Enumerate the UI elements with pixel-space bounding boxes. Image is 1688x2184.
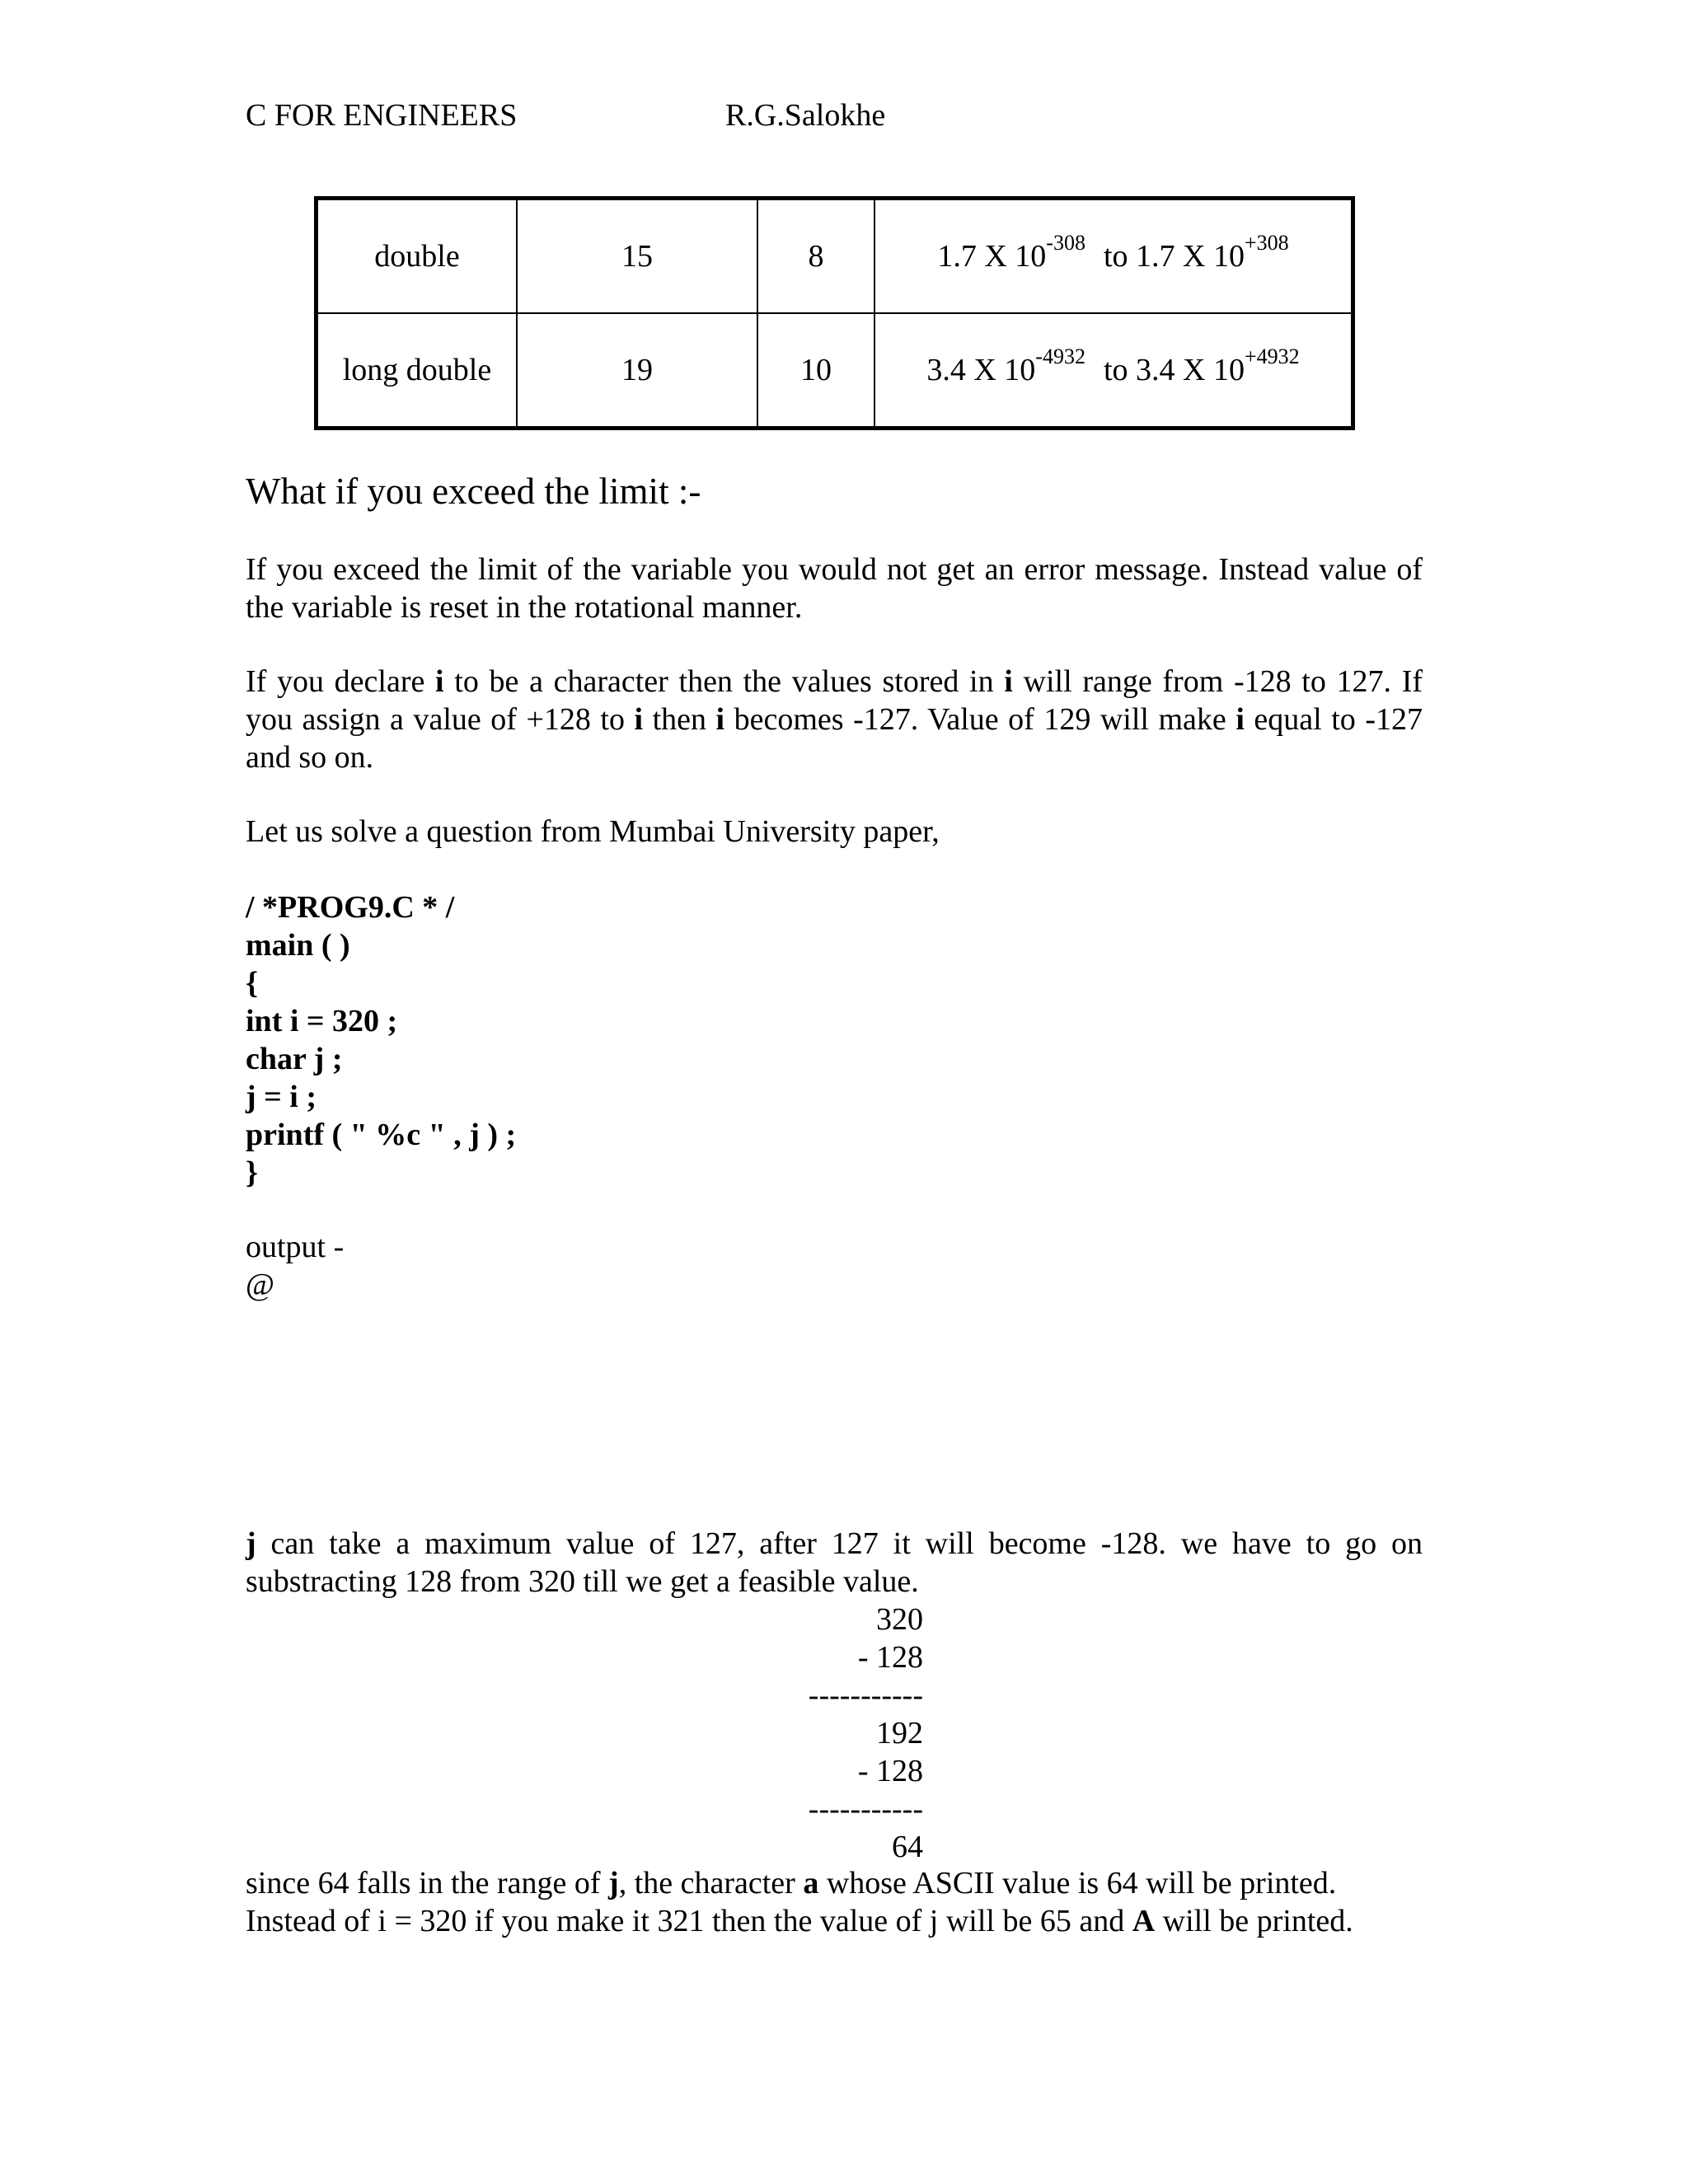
text-run: becomes -127. Value of 129 will make [724,702,1236,737]
text-run: whose ASCII value is 64 will be printed. [818,1866,1337,1900]
text-run: will range from -128 to 127. If you assign a value of +128 to [246,664,1423,737]
bold-var: i [1004,664,1013,699]
code-line: / *PROG9.C * / [246,890,455,925]
text-run: If you declare [246,664,436,699]
code-line: { [246,966,258,1001]
text-run: equal to -127 and so on. [246,702,1423,775]
code-line: j = i ; [246,1080,317,1114]
output-value: @ [246,1268,274,1302]
range-from: 1.7 X 10 [937,239,1047,274]
subtraction-calculation [799,1601,923,1866]
text-run: can take a maximum value of 127, after 127 it will become -128. we have to go on substracting 128 from 320 till we get a feasible value. [246,1526,1423,1599]
calc-line: ----------- [808,1678,923,1713]
text-run: then [643,702,716,737]
bold-var: i [1236,702,1245,737]
code-line: printf ( " %c " , j ) ; [246,1118,517,1152]
range-to-exponent: +308 [1244,231,1289,255]
range-from-exponent: -4932 [1035,344,1085,369]
range-cell [874,313,1353,429]
table-row [316,313,1353,429]
header-title: C FOR ENGINEERS [246,98,518,133]
text-run: Instead of i = 320 if you make it 321 then the value of j will be 65 and [246,1904,1132,1938]
text-run: to be a character then the values stored in [443,664,1005,699]
bold-var: i [435,664,444,699]
bytes-cell: 10 [757,313,874,429]
code-line: main ( ) [246,928,350,963]
digits-cell: 15 [517,199,757,314]
range-from-exponent: -308 [1046,231,1085,255]
table-row [316,199,1353,314]
range-to: to 3.4 X 10 [1103,353,1245,387]
bold-var: i [715,702,725,737]
text-run: will be printed. [1155,1904,1353,1938]
code-line: int i = 320 ; [246,1004,398,1038]
bold-var: A [1132,1904,1156,1938]
type-name-cell: double [316,199,518,314]
bold-var: a [803,1866,819,1900]
text-run: , the character [618,1866,804,1900]
conclusion-line-2 [246,1902,1482,1940]
output-label: output - [246,1230,345,1264]
section-heading: What if you exceed the limit :- [246,471,701,512]
calc-line: - 128 [857,1754,923,1788]
type-name-cell: long double [316,313,518,429]
conclusion-line-1 [246,1864,1482,1902]
calc-line: ----------- [808,1792,923,1826]
code-listing [246,888,516,1192]
bytes-cell: 8 [757,199,874,314]
bold-var: j [246,1526,256,1561]
range-to: to 1.7 X 10 [1103,239,1245,274]
paragraph-explanation [246,1525,1423,1601]
header-author: R.G.Salokhe [725,98,886,133]
paragraph-char-range [246,663,1423,776]
calc-line: 320 [876,1602,923,1637]
bold-var: j [608,1866,619,1900]
paragraph-limit-intro: If you exceed the limit of the variable you would not get an error message. Instead value of the variable is reset in the rotational manner. [246,552,1423,625]
range-cell [874,199,1353,314]
code-line: char j ; [246,1042,343,1076]
text-run: since 64 falls in the range of [246,1866,609,1900]
digits-cell: 19 [517,313,757,429]
calc-line: 192 [876,1716,923,1750]
range-from: 3.4 X 10 [926,353,1036,387]
paragraph-question-intro: Let us solve a question from Mumbai University paper, [246,814,940,849]
calc-line: 64 [892,1830,923,1864]
bold-var: i [634,702,644,737]
data-type-table [314,196,1355,430]
code-line: } [246,1155,258,1190]
program-output [246,1228,344,1304]
paragraph-conclusion [246,1864,1482,1940]
calc-line: - 128 [857,1640,923,1675]
range-to-exponent: +4932 [1244,344,1300,369]
